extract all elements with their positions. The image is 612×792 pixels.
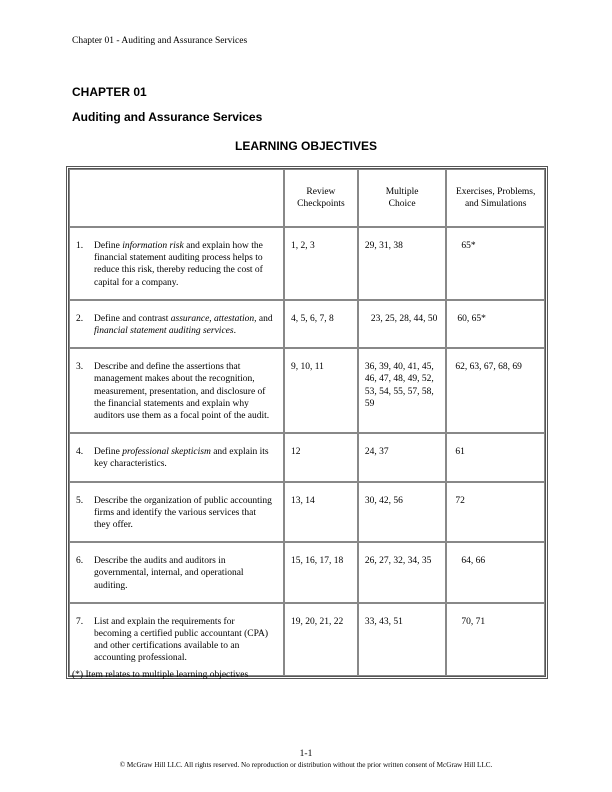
header-multiple-choice [358,169,447,227]
table-row [69,542,545,603]
running-header: Chapter 01 - Auditing and Assurance Services [72,36,248,46]
objective-text: Describe the audits and auditors in governmental, internal, and operational auditing. [94,556,244,591]
objective-number: 4. [76,447,84,458]
review-checkpoints-cell: 15, 16, 17, 18 [284,542,358,603]
review-checkpoints-cell: 12 [284,433,358,481]
review-checkpoints-cell: 1, 2, 3 [284,227,358,300]
table-row [69,433,545,481]
header-ex-line1: Exercises, Problems, [455,186,536,197]
objective-number: 6. [76,556,84,567]
objective-text: Describe and define the assertions that management makes about the recognition, measurement, presentation, and disclosure of the financial statements and explain why auditors use them as a focal point of the audit. [94,362,270,422]
header-exercises [446,169,545,227]
table-row [69,482,545,543]
objective-text: Define and contrast assurance, attestation, and financial statement auditing services. [94,313,273,337]
table-header-row [69,169,545,227]
review-checkpoints-cell: 9, 10, 11 [284,348,358,433]
objective-number: 5. [76,495,84,506]
exercises-cell: 65* [446,227,545,300]
multiple-choice-cell: 23, 25, 28, 44, 50 [358,300,447,348]
learning-objectives-table [66,166,548,679]
header-mc-line2: Choice [388,199,416,209]
exercises-cell: 72 [446,482,545,543]
review-checkpoints-cell: 13, 14 [284,482,358,543]
exercises-cell: 64, 66 [446,542,545,603]
multiple-choice-cell: 30, 42, 56 [358,482,447,543]
exercises-cell: 61 [446,433,545,481]
table-row [69,348,545,433]
multiple-choice-cell: 33, 43, 51 [358,603,447,676]
header-objective [69,169,284,227]
objective-cell [69,300,284,348]
multiple-choice-cell: 24, 37 [358,433,447,481]
objective-number: 2. [76,313,84,324]
table-row [69,300,545,348]
header-ex-line2: and Simulations [464,199,527,209]
objective-cell [69,603,284,676]
objective-cell [69,348,284,433]
table-row [69,227,545,300]
review-checkpoints-cell: 4, 5, 6, 7, 8 [284,300,358,348]
multiple-choice-cell: 26, 27, 32, 34, 35 [358,542,447,603]
objective-text: List and explain the requirements for becoming a certified public accountant (CPA) and other certifications available to an accounting professional. [94,616,269,664]
objective-text: Define information risk and explain how the financial statement auditing process helps to reduce this risk, thereby reducing the cost of capital for a company. [94,241,263,288]
footnote: (*) Item relates to multiple learning objectives [72,670,249,680]
copyright-notice: © McGraw Hill LLC. All rights reserved. No reproduction or distribution without the prior written consent of McGraw Hill LLC. [119,761,493,769]
learning-objectives-table-wrapper [66,166,548,679]
learning-objectives-heading: LEARNING OBJECTIVES [234,139,378,153]
exercises-cell: 70, 71 [446,603,545,676]
page-number: 1-1 [299,749,313,759]
chapter-number: CHAPTER 01 [72,85,147,99]
table-row [69,603,545,676]
objective-cell [69,542,284,603]
review-checkpoints-cell: 19, 20, 21, 22 [284,603,358,676]
objective-text: Define professional skepticism and explain its key characteristics. [94,447,269,470]
header-review-checkpoints [284,169,358,227]
objective-cell [69,227,284,300]
objective-cell [69,433,284,481]
objective-number: 3. [76,362,84,373]
header-review-line2: Checkpoints [297,199,345,209]
exercises-cell: 60, 65* [446,300,545,348]
objective-number: 7. [76,616,84,627]
header-mc-line1: Multiple [385,186,419,197]
objective-cell [69,482,284,543]
multiple-choice-cell: 36, 39, 40, 41, 45, 46, 47, 48, 49, 52, 53, 54, 55, 57, 58, 59 [358,348,447,433]
chapter-title: Auditing and Assurance Services [72,110,263,124]
exercises-cell: 62, 63, 67, 68, 69 [446,348,545,433]
objective-text: Describe the organization of public accounting firms and identify the various services that they offer. [94,495,272,531]
objective-number: 1. [76,241,84,251]
header-review-line1: Review [306,186,336,197]
multiple-choice-cell: 29, 31, 38 [358,227,447,300]
